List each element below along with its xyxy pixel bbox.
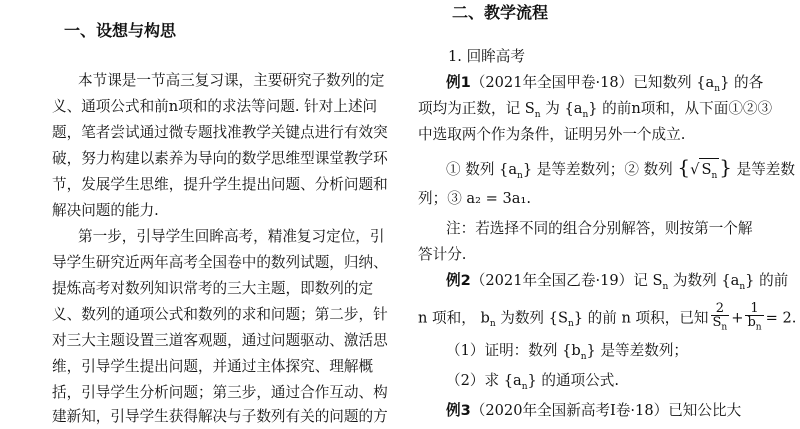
section-heading-2: 二、教学流程 (452, 3, 549, 22)
example-3-label: 例3 (446, 402, 471, 419)
example-1-line-5: 列；③ a₂ = 3a₁. (418, 190, 531, 207)
example-3-line-1: 例3（2020年全国新高考Ⅰ卷·18）已知公比大 (446, 402, 742, 419)
sqrt-expression: $S_n$ (699, 158, 719, 187)
paragraph-line: 义、通项公式和前n项和的求法等问题. 针对上述问 (52, 98, 378, 115)
paragraph-line: 建新知，引导学生获得解决与子数列有关的问题的方 (52, 408, 388, 425)
fraction-2-over-s: $\frac{2}{S_n}$ (712, 301, 728, 333)
paragraph-line: 题，笔者尝试通过微专题找准教学关键点进行有效突 (52, 124, 388, 141)
paragraph-line: 义、数列的通项公式和数列的求和问题；第二步，针 (52, 306, 388, 323)
paragraph-line: 本节课是一节高三复习课，主要研究子数列的定 (78, 72, 385, 89)
example-2-question-1: （1）证明：数列 $\{b_n\}$ 是等差数列； (446, 342, 689, 362)
paragraph-line: 第一步，引导学生回眸高考，精准复习定位，引 (78, 228, 385, 245)
example-1-label: 例1 (446, 74, 471, 91)
paragraph-line: 破，努力构建以素养为导向的数学思维型课堂教学环 (52, 150, 388, 167)
paragraph-line: 维，引导学生提出问题，并通过主体探究、理解概 (52, 358, 374, 375)
note-line-1: 注：若选择不同的组合分别解答，则按第一个解 (446, 220, 753, 237)
example-1-line-4: ① 数列 $\{a_n\}$ 是等差数列；② 数列 {√ $S_n$ } 是等差数 (446, 156, 795, 187)
note-line-2: 答计分. (418, 246, 467, 263)
paragraph-line: 对三大主题设置三道客观题，通过问题驱动、激活思 (52, 332, 388, 349)
section-heading-1: 一、设想与构思 (64, 21, 177, 40)
paragraph-line: 节，发展学生思维，提升学生提出问题、分析问题和 (52, 176, 388, 193)
paragraph-line: 括，引导学生分析问题；第三步，通过合作互动、构 (52, 384, 388, 401)
example-2-line-2: n 项和， $b_n$ 为数列 $\{S_n\}$ 的前 n 项积，已知 $\frac{2}{S_n}$ + $\frac{1}{b_n}$ = 2. (418, 301, 797, 333)
example-2-question-2: （2）求 $\{a_n\}$ 的通项公式. (446, 372, 620, 392)
paragraph-line: 解决问题的能力. (52, 202, 159, 219)
example-2-line-1: 例2（2021年全国乙卷·19）记 $S_n$ 为数列 $\{a_n\}$ 的前 (446, 272, 789, 292)
subsection-title: 1. 回眸高考 (448, 48, 525, 65)
fraction-1-over-b: $\frac{1}{b_n}$ (747, 301, 762, 333)
example-1-line-3: 中选取两个作为条件，证明另外一个成立. (418, 126, 686, 143)
paragraph-line: 提炼高考对数列知识常考的三大主题，即数列的定 (52, 280, 374, 297)
example-1-line-1: 例1（2021年全国甲卷·18）已知数列 $\{a_n\}$ 的各 (446, 74, 764, 94)
example-2-label: 例2 (446, 272, 471, 289)
example-1-line-2: 项均为正数，记 $S_n$ 为 $\{a_n\}$ 的前n项和，从下面①②③ (418, 100, 773, 120)
paragraph-line: 导学生研究近两年高考全国卷中的数列试题，归纳、 (52, 254, 388, 271)
